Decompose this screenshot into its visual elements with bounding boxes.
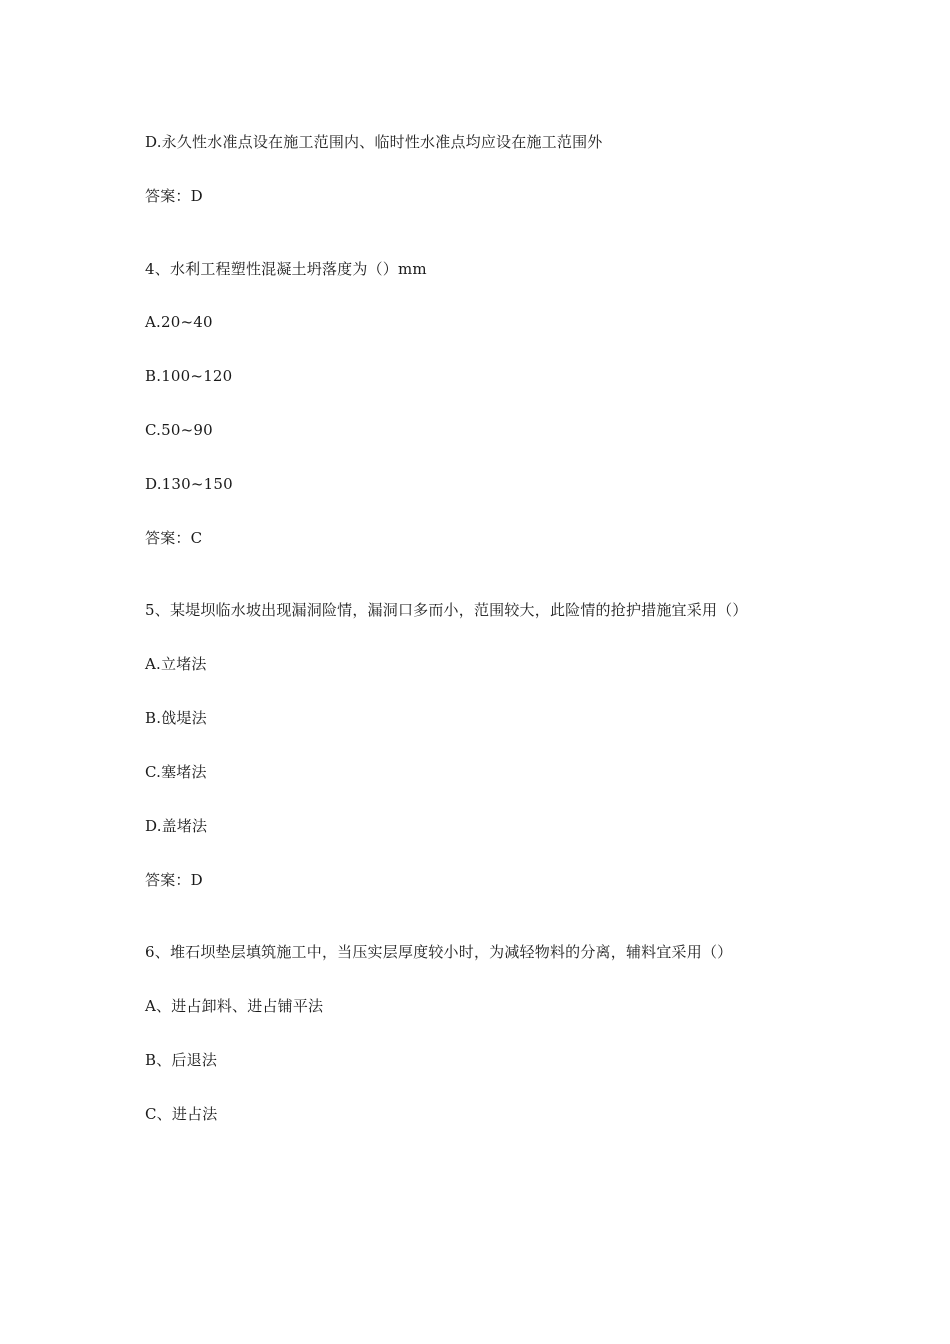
q4-option-c: C.50~90 bbox=[145, 421, 213, 439]
q5-answer: 答案：D bbox=[145, 871, 203, 889]
q4-option-a: A.20~40 bbox=[145, 313, 213, 331]
q5-option-a: A.立堵法 bbox=[145, 655, 207, 673]
q4-answer: 答案：C bbox=[145, 529, 203, 547]
q4-option-d: D.130~150 bbox=[145, 475, 233, 493]
q3-option-d: D.永久性水准点设在施工范围内、临时性水准点均应设在施工范围外 bbox=[145, 133, 603, 151]
q6-option-b: B、后退法 bbox=[145, 1051, 218, 1069]
q3-answer: 答案：D bbox=[145, 187, 203, 205]
q5-option-c: C.塞堵法 bbox=[145, 763, 207, 781]
q5-option-d: D.盖堵法 bbox=[145, 817, 208, 835]
q5-option-b: B.戗堤法 bbox=[145, 709, 207, 727]
q5-question: 5、某堤坝临水坡出现漏洞险情，漏洞口多而小，范围较大，此险情的抢护措施宜采用（） bbox=[145, 601, 748, 619]
q4-option-b: B.100~120 bbox=[145, 367, 233, 385]
q6-question: 6、堆石坝垫层填筑施工中，当压实层厚度较小时，为减轻物料的分离，辅料宜采用（） bbox=[145, 943, 733, 961]
q6-option-a: A、进占卸料、进占铺平法 bbox=[145, 997, 324, 1015]
q6-option-c: C、进占法 bbox=[145, 1105, 218, 1123]
q4-question: 4、水利工程塑性混凝土坍落度为（）mm bbox=[145, 260, 427, 278]
